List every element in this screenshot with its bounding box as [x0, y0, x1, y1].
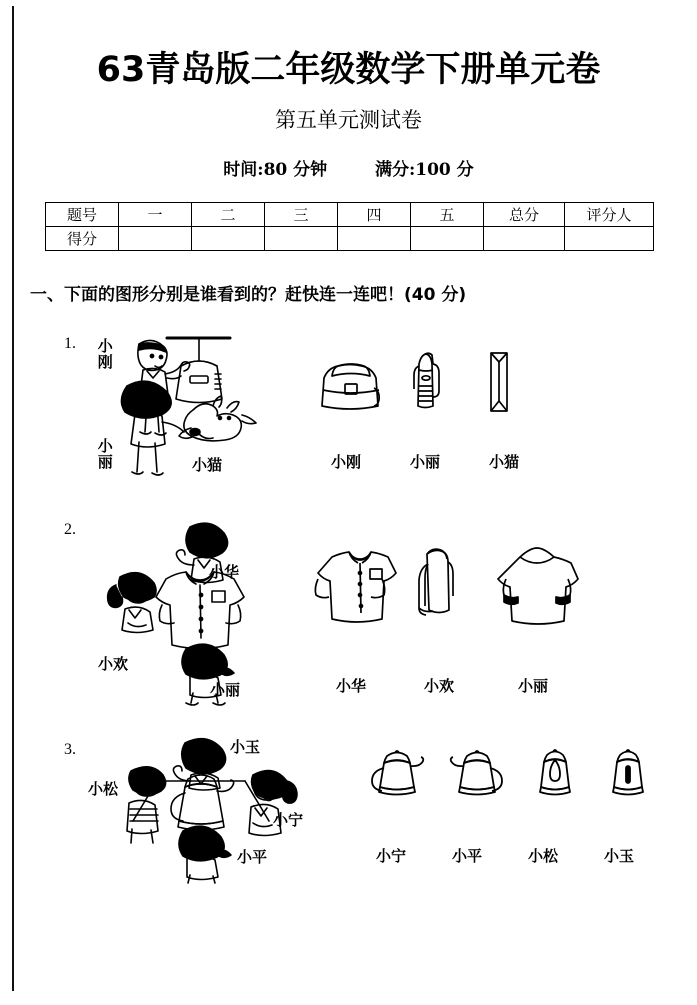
- table-row-scores: [46, 227, 654, 251]
- answer-label-2-0: 小华: [336, 677, 367, 695]
- score-cell-total[interactable]: [484, 227, 565, 251]
- answer-shirt-front[interactable]: [310, 551, 390, 623]
- answer-shirt-back[interactable]: [496, 549, 578, 619]
- answer-label-2-2: 小丽: [518, 677, 549, 695]
- answer-label-1-1: 小丽: [410, 453, 441, 471]
- problem-3-observer-label-0: 小玉: [230, 738, 261, 756]
- answer-teapot-narrow-spout[interactable]: [608, 747, 648, 797]
- answer-bag-front[interactable]: [320, 358, 382, 414]
- problem-3-observer-label-1: 小松: [88, 780, 119, 798]
- score-cell-rater[interactable]: [565, 227, 654, 251]
- answer-label-3-2: 小松: [528, 847, 559, 865]
- problem-1-number: 1.: [64, 335, 76, 352]
- full-score-label: 满分:100 分: [375, 160, 474, 180]
- answer-shirt-side[interactable]: [412, 548, 456, 624]
- answer-bag-side[interactable]: [408, 350, 442, 416]
- answer-label-3-3: 小玉: [604, 847, 635, 865]
- col-header-4: 四: [338, 203, 411, 227]
- answer-label-1-0: 小刚: [331, 453, 362, 471]
- answer-label-3-1: 小平: [452, 847, 483, 865]
- col-header-rater: 评分人: [565, 203, 654, 227]
- score-cell-4[interactable]: [338, 227, 411, 251]
- problem-3-scene: [85, 735, 325, 885]
- score-cell-3[interactable]: [265, 227, 338, 251]
- problem-2: [0, 515, 697, 720]
- answer-label-1-2: 小猫: [489, 453, 520, 471]
- score-cell-2[interactable]: [192, 227, 265, 251]
- answer-label-3-0: 小宁: [376, 847, 407, 865]
- score-cell-5[interactable]: [411, 227, 484, 251]
- score-table: [45, 202, 654, 251]
- score-cell-1[interactable]: [119, 227, 192, 251]
- col-header-3: 三: [265, 203, 338, 227]
- answer-label-2-1: 小欢: [424, 677, 455, 695]
- answer-teapot-spout-left[interactable]: [448, 747, 506, 797]
- col-header-5: 五: [411, 203, 484, 227]
- problem-2-observer-label-0: 小华: [209, 563, 240, 581]
- problem-1-observer-label-0: 小刚: [95, 338, 114, 370]
- problem-3: [0, 735, 697, 895]
- col-header-2: 二: [192, 203, 265, 227]
- answer-bag-edge[interactable]: [486, 350, 512, 414]
- row-header-score: 得分: [46, 227, 119, 251]
- col-header-1: 一: [119, 203, 192, 227]
- problem-2-observer-label-2: 小丽: [210, 681, 241, 699]
- section-heading-1: 一、下面的图形分别是谁看到的？赶快连一连吧！(40 分): [30, 285, 467, 305]
- page-subtitle: 第五单元测试卷: [275, 108, 422, 132]
- problem-1-observer-label-2: 小猫: [192, 456, 223, 474]
- table-row-headers: [46, 203, 654, 227]
- problem-2-observer-label-1: 小欢: [98, 655, 129, 673]
- time-limit-label: 时间:80 分钟: [223, 160, 328, 180]
- page-title: 63青岛版二年级数学下册单元卷: [96, 50, 601, 90]
- problem-3-number: 3.: [64, 741, 76, 758]
- problem-3-observer-label-3: 小平: [237, 848, 268, 866]
- problem-3-observer-label-2: 小宁: [273, 811, 304, 829]
- row-header-question-no: 题号: [46, 203, 119, 227]
- exam-meta: [0, 155, 697, 180]
- answer-teapot-narrow-handle[interactable]: [535, 747, 575, 797]
- problem-1: [0, 330, 697, 505]
- answer-teapot-spout-right[interactable]: [368, 747, 426, 797]
- problem-2-number: 2.: [64, 521, 76, 538]
- problem-2-scene: [90, 515, 310, 705]
- col-header-total: 总分: [484, 203, 565, 227]
- problem-1-observer-label-1: 小丽: [95, 438, 114, 470]
